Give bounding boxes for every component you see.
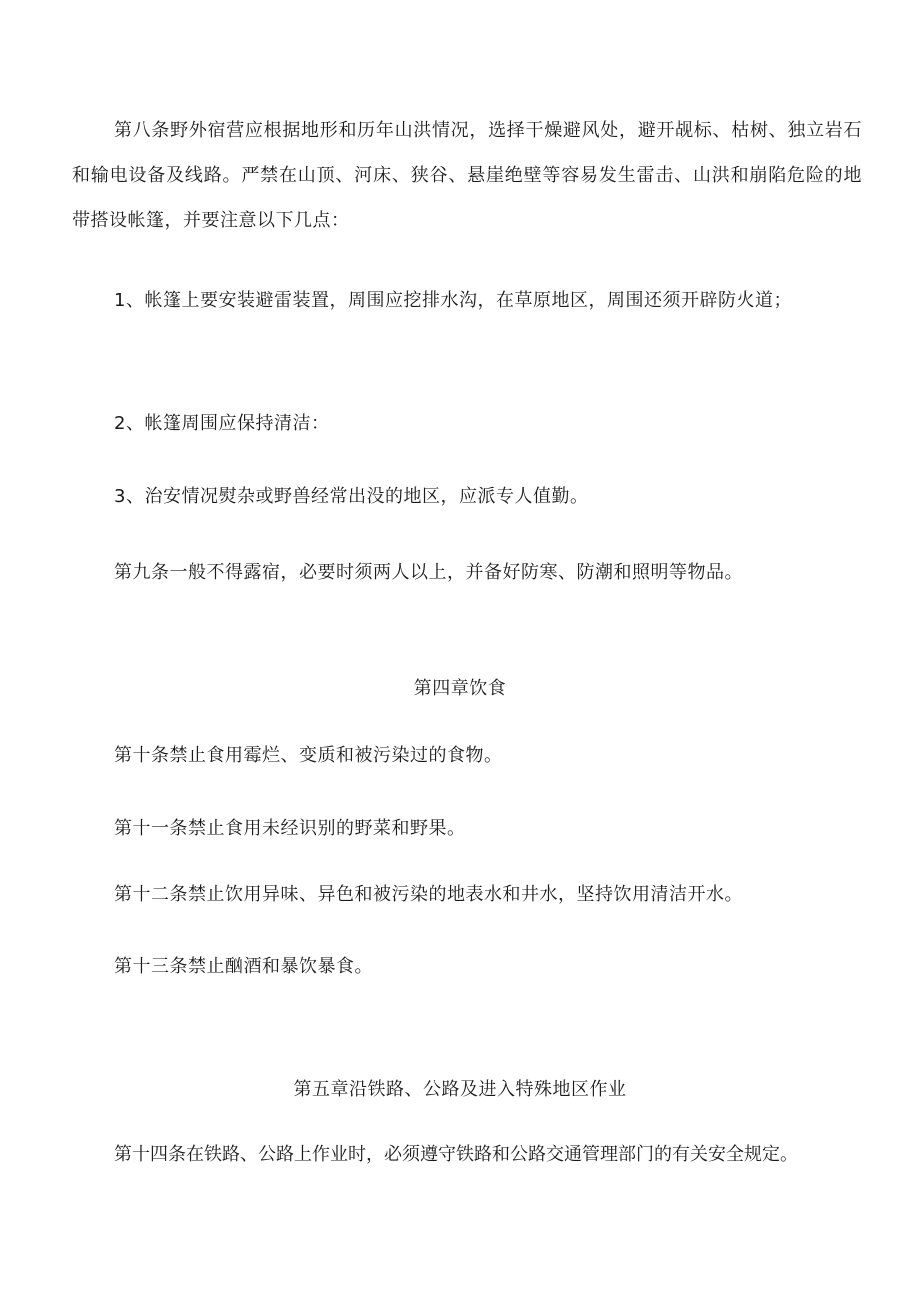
chapter-4-heading: 第四章饮食 bbox=[413, 678, 507, 699]
article-9: 第九条一般不得露宿，必要时须两人以上，并备好防寒、防潮和照明等物品。 bbox=[114, 562, 743, 583]
point-3: 3、治安情况熨杂或野兽经常出没的地区，应派专人值勤。 bbox=[114, 486, 589, 507]
article-8-paragraph: 第八条野外宿营应根据地形和历年山洪情况，选择干燥避风处，避开觇标、枯树、独立岩石和输电设备及线路。严禁在山顶、河床、狭谷、悬崖绝壁等容易发生雷击、山洪和崩陷危险的地带搭设帐篷，并要注意以下几点： bbox=[72, 120, 862, 231]
article-12: 第十二条禁止饮用异味、异色和被污染的地表水和井水，坚持饮用清洁开水。 bbox=[114, 884, 743, 905]
article-13: 第十三条禁止酗酒和暴饮暴食。 bbox=[114, 956, 373, 977]
point-1: 1、帐篷上要安装避雷装置，周围应挖排水沟，在草原地区，周围还须开辟防火道； bbox=[114, 290, 792, 311]
article-10: 第十条禁止食用霉烂、变质和被污染过的食物。 bbox=[114, 745, 503, 766]
article-14: 第十四条在铁路、公路上作业时，必须遵守铁路和公路交通管理部门的有关安全规定。 bbox=[114, 1144, 798, 1165]
chapter-5-heading: 第五章沿铁路、公路及进入特殊地区作业 bbox=[293, 1079, 627, 1100]
point-2: 2、帐篷周围应保持清洁： bbox=[114, 413, 330, 434]
article-11: 第十一条禁止食用未经识别的野菜和野果。 bbox=[114, 818, 466, 839]
